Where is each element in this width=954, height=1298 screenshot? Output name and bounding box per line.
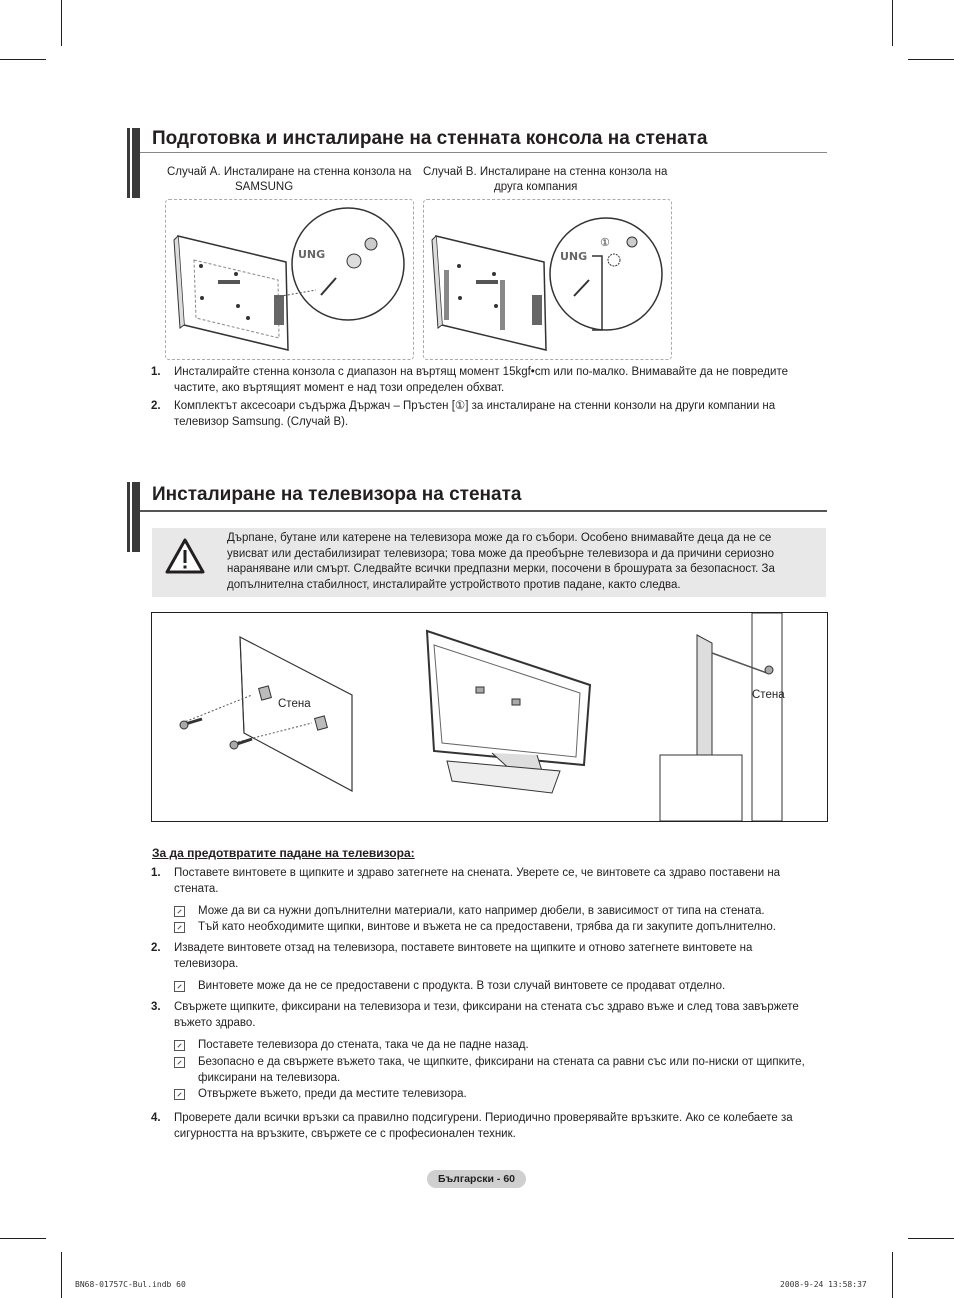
ring-callout-label: ① [600, 236, 610, 249]
page-number-badge: Български - 60 [427, 1170, 526, 1188]
svg-text:UNG: UNG [560, 250, 588, 263]
step-text: Инсталирайте стенна конзола с диапазон на въртящ момент 15kgf•cm или по-малко. Внимавайте да не повредите частите, ако въртящият момент е над този определен обхват. [174, 366, 788, 394]
warning-text: Дърпане, бутане или катерене на телевизора може да го събори. Особено внимавайте деца да не се увисват или дестабилизират телевизора; това може да преобърне телевизора и да причини сериозно нараняване или смърт. Следвайте всички предпазни мерки, посочени в брошурата за безопасност. За допълнителна стабилност, инсталирайте устройството против падане, както следва. [227, 532, 775, 591]
section-marker [127, 128, 140, 198]
case-b-illustration [423, 199, 672, 360]
note-icon [174, 1089, 185, 1100]
note-item: Отвържете въжето, преди да местите телевизора. [174, 1087, 824, 1103]
note-icon [174, 981, 185, 992]
step-text: Поставете винтовете в щипките и здраво затегнете на снената. Уверете се, че винтовете са здраво поставени на стената. [174, 867, 781, 895]
print-timestamp: 2008-9-24 13:58:37 [780, 1280, 867, 1289]
warning-box [152, 528, 826, 597]
note-item: Поставете телевизора до стената, така че да не падне назад. [174, 1038, 824, 1054]
crop-mark [61, 0, 62, 46]
step-number: 3. [151, 1001, 161, 1013]
section-rule [140, 152, 827, 153]
crop-mark [61, 1252, 62, 1298]
crop-mark [892, 1252, 893, 1298]
note-icon [174, 1040, 185, 1051]
svg-text:UNG: UNG [298, 248, 326, 261]
warning-triangle-icon [165, 538, 205, 574]
wall-label-left: Стена [278, 698, 311, 710]
anti-fall-diagram [152, 613, 827, 821]
section-title: Инсталиране на телевизора на стената [152, 484, 522, 505]
section-rule [140, 510, 827, 512]
case-a-illustration [165, 199, 414, 360]
step-text: Свържете щипките, фиксирани на телевизора и тези, фиксирани на стената със здраво въже и след това завържете въжето здраво. [174, 1001, 799, 1029]
step-number: 1. [151, 366, 161, 378]
subheading: За да предотвратите падане на телевизора: [152, 846, 415, 860]
tv-back-other-bracket-diagram [424, 200, 671, 359]
step-text: Извадете винтовете отзад на телевизора, поставете винтовете на щипките и отново затегнете винтовете на телевизора. [174, 942, 753, 970]
crop-mark [0, 1238, 46, 1239]
step-text: Комплектът аксесоари съдържа Държач – Пръстен [①] за инсталиране на стенни конзоли на други компании на телевизор Samsung. (Случай B). [174, 400, 776, 428]
crop-mark [892, 0, 893, 46]
note-icon [174, 906, 185, 917]
crop-mark [908, 1238, 954, 1239]
step-number: 2. [151, 400, 161, 412]
crop-mark [908, 59, 954, 60]
note-icon [174, 1057, 185, 1068]
note-icon [174, 922, 185, 933]
note-item: Безопасно е да свържете въжето така, че щипките, фиксирани на стената са равни със или по-ниски от щипките, фиксирани на телевизора. [174, 1055, 824, 1086]
note-item: Може да ви са нужни допълнителни материали, като например дюбели, в зависимост от типа на стената. [174, 904, 824, 920]
section-marker [127, 482, 140, 552]
step-text: Проверете дали всички връзки са правилно подсигурени. Периодично проверявайте връзките. Ако се колебаете за сигурността на връзките, свържете се с професионален техник. [174, 1112, 793, 1140]
case-a-caption: Случай А. Инсталиране на стенна конзола на SAMSUNG [167, 166, 412, 193]
note-item: Тъй като необходимите щипки, винтове и въжета не са предоставени, трябва да ги закупите допълнително. [174, 920, 824, 936]
anti-fall-illustration [151, 612, 828, 822]
crop-mark [0, 59, 46, 60]
step-number: 4. [151, 1112, 161, 1124]
step-number: 1. [151, 867, 161, 879]
tv-back-wall-mount-diagram [166, 200, 413, 359]
section-title-bracket: Подготовка и инсталиране на стенната консола на стената [152, 128, 708, 149]
wall-label-right: Стена [752, 689, 785, 701]
step-number: 2. [151, 942, 161, 954]
note-item: Винтовете може да не се предоставени с продукта. В този случай винтовете се продават отделно. [174, 979, 824, 995]
case-b-caption: Случай B. Инсталиране на стенна конзола на друга компания [423, 166, 668, 193]
file-name: BN68-01757C-Bul.indb 60 [75, 1280, 186, 1289]
